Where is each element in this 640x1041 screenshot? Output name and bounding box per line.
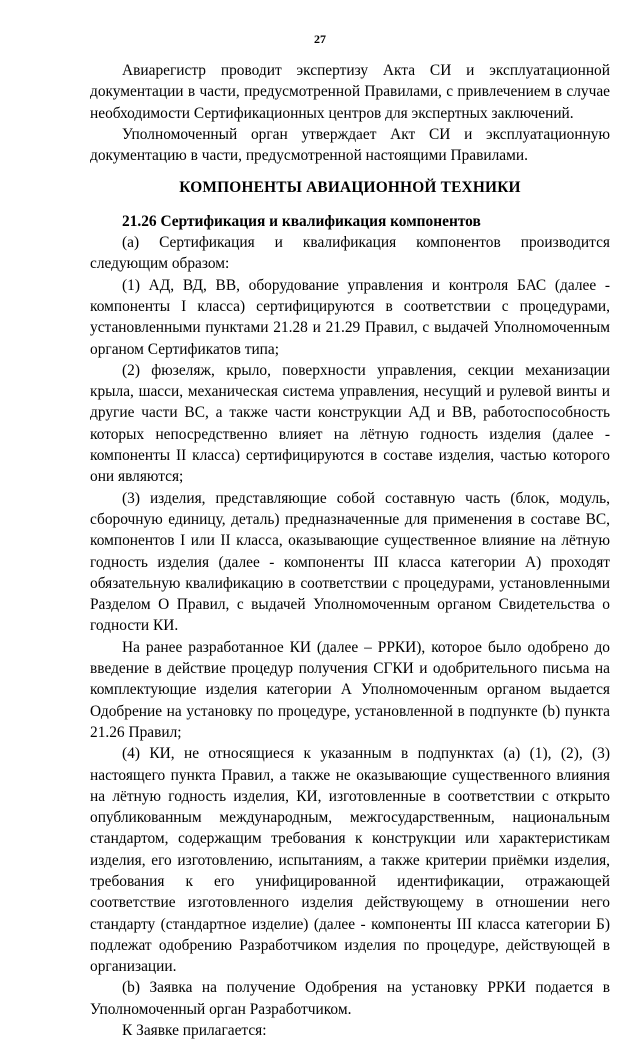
body-paragraph: (а) Сертификация и квалификация компонентов производится следующим образом: [90, 234, 610, 273]
subsection-title: 21.26 Сертификация и квалификация компонентов [122, 212, 481, 230]
intro-paragraph: Уполномоченный орган утверждает Акт СИ и эксплуатационную документацию в части, предусмотренной настоящими Правилами. [90, 125, 610, 165]
page-number: 27 [314, 32, 326, 46]
body-paragraph: (3) изделия, представляющие собой составную часть (блок, модуль, сборочную единицу, деталь) предназначенные для применения в составе ВС, компонентов I или II класса, оказывающие существенное влияние на лётную годность изделия (далее - компоненты III класса категории А) проходят обязательную квалификацию в соответствии с процедурами, установленными Разделом О Правил, с выдачей Уполномоченным органом Свидетельства о годности КИ. [90, 489, 610, 635]
body-paragraph: На ранее разработанное КИ (далее – РРКИ), которое было одобрено до введение в действие процедур получения СГКИ и одобрительного письма на комплектующие изделия категории А Уполномоченным органом выдается Одобрение на установку по процедуре, установленной в подпункте (b) пункта 21.26 Правил; [90, 638, 610, 741]
section-title: КОМПОНЕНТЫ АВИАЦИОННОЙ ТЕХНИКИ [179, 179, 521, 197]
body-paragraph: (4) КИ, не относящиеся к указанным в подпунктах (а) (1), (2), (3) настоящего пункта Правил, а также не оказывающие существенного влияния на лётную годность изделия, КИ, изготовленные в соответствии с открыто опубликованным международным, межгосударственным, национальным стандартом, содержащим требования к конструкции или характеристикам изделия, его изготовлению, испытаниям, а также критерии приёмки изделия, требования к его унифицированной идентификации, отражающей соответствие изготовленного изделия действующему в отношении него стандарту (стандартное изделие) (далее - компоненты III класса категории Б) подлежат одобрению Разработчиком изделия по процедуре, действующей в организации. [90, 745, 610, 976]
body-paragraph: (1) АД, ВД, ВВ, оборудование управления и контроля БАС (далее - компоненты I класса) сертифицируются в соответствии с процедурами, установленными пунктами 21.28 и 21.29 Правил, с выдачей Уполномоченным органом Сертификатов типа; [90, 276, 610, 358]
intro-paragraph: Авиарегистр проводит экспертизу Акта СИ и эксплуатационной документации в части, предусмотренной Правилами, с привлечением в случае необходимости Сертификационных центров для экспертных заключений. [90, 62, 610, 122]
document-body [90, 60, 610, 1041]
body-paragraph: (b) Заявка на получение Одобрения на установку РРКИ подается в Уполномоченный орган Разработчиком. [90, 979, 610, 1018]
body-paragraph: К Заявке прилагается: [122, 1022, 267, 1040]
body-paragraph: (2) фюзеляж, крыло, поверхности управления, секции механизации крыла, шасси, механическая система управления, несущий и рулевой винты и другие части ВС, а также части конструкции АД и ВВ, работоспособность которых непосредственно влияет на лётную годность изделия (далее - компоненты II класса) сертифицируются в составе изделия, частью которого они являются; [90, 361, 610, 486]
